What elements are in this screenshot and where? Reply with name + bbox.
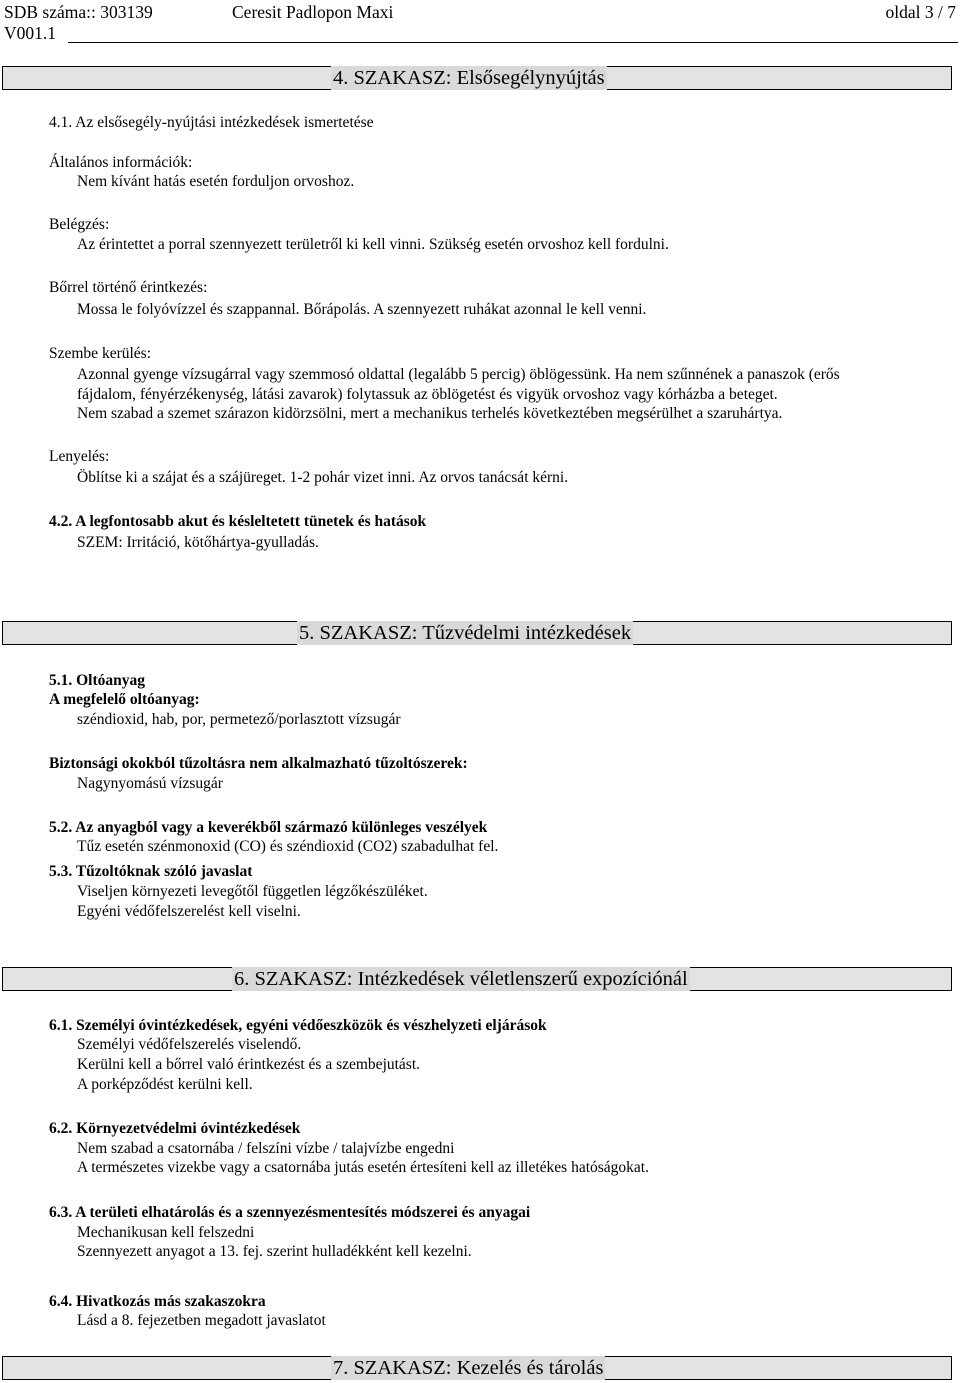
subsection-4-2-heading: 4.2. A legfontosabb akut és késleltetett tünetek és hatások: [49, 513, 427, 530]
subsection-6-3-heading: 6.3. A területi elhatárolás és a szennyezésmentesítés módszerei és anyagai: [49, 1204, 531, 1221]
subsection-5-3-heading: 5.3. Tűzoltóknak szóló javaslat: [49, 863, 253, 880]
skin-contact-text: Mossa le folyóvízzel és szappannal. Bőrápolás. A szennyezett ruhákat azonnal le kell venni.: [77, 301, 647, 318]
suitable-media-text: széndioxid, hab, por, permetező/porlasztott vízsugár: [77, 711, 401, 728]
ingestion-label: Lenyelés:: [49, 448, 110, 465]
header-rule: [68, 42, 958, 43]
ingestion-text: Öblítse ki a szájat és a szájüreget. 1-2 pohár vizet inni. Az orvos tanácsát kérni.: [77, 469, 569, 486]
eye-contact-line-1: Azonnal gyenge vízsugárral vagy szemmosó oldattal (legalább 5 percig) öblögessünk. Ha nem szűnnének a panaszok (erős: [77, 366, 840, 383]
subsection-5-1-heading: 5.1. Oltóanyag: [49, 672, 146, 689]
eye-contact-line-3: Nem szabad a szemet szárazon kidörzsölni, mert a mechanikus terhelés következtében megsérülhet a szaruhártya.: [77, 405, 783, 422]
subsection-6-4-heading: 6.4. Hivatkozás más szakaszokra: [49, 1293, 266, 1310]
unsuitable-media-label: Biztonsági okokból tűzoltásra nem alkalmazható tűzoltószerek:: [49, 755, 468, 772]
section-6-title: 6. SZAKASZ: Intézkedések véletlenszerű expozíciónál: [234, 968, 688, 990]
section-7-title: 7. SZAKASZ: Kezelés és tárolás: [333, 1357, 604, 1379]
personal-precautions-line-1: Személyi védőfelszerelés viselendő.: [77, 1036, 302, 1053]
page-number: oldal 3 / 7: [885, 2, 956, 22]
symptoms-text: SZEM: Irritáció, kötőhártya-gyulladás.: [77, 534, 319, 551]
sdb-number: SDB száma:: 303139: [4, 2, 153, 22]
version: V001.1: [4, 23, 57, 43]
personal-precautions-line-2: Kerülni kell a bőrrel való érintkezést és a szembejutást.: [77, 1056, 421, 1073]
unsuitable-media-text: Nagynyomású vízsugár: [77, 775, 223, 792]
suitable-media-label: A megfelelő oltóanyag:: [49, 691, 200, 708]
eye-contact-line-2: fájdalom, fényérzékenység, látási zavarok) folytassuk az öblögetést és vigyük orvoshoz vagy kórházba a beteget.: [77, 386, 778, 403]
subsection-5-2-heading: 5.2. Az anyagból vagy a keverékből származó különleges veszélyek: [49, 819, 488, 836]
product-name: Ceresit Padlopon Maxi: [232, 2, 394, 22]
subsection-6-1-heading: 6.1. Személyi óvintézkedések, egyéni védőeszközök és vészhelyzeti eljárások: [49, 1017, 547, 1034]
personal-precautions-line-3: A porképződést kerülni kell.: [77, 1076, 253, 1093]
skin-contact-label: Bőrrel történő érintkezés:: [49, 279, 208, 296]
general-info-text: Nem kívánt hatás esetén forduljon orvoshoz.: [77, 173, 355, 190]
cleanup-methods-line-1: Mechanikusan kell felszedni: [77, 1224, 255, 1241]
subsection-6-2-heading: 6.2. Környezetvédelmi óvintézkedések: [49, 1120, 301, 1137]
firefighter-advice-line-2: Egyéni védőfelszerelést kell viselni.: [77, 903, 301, 920]
firefighter-advice-line-1: Viseljen környezeti levegőtől független légzőkészüléket.: [77, 883, 428, 900]
general-info-label: Általános információk:: [49, 154, 193, 171]
environmental-precautions-line-2: A természetes vizekbe vagy a csatornába jutás esetén értesíteni kell az illetékes hatóságokat.: [77, 1159, 649, 1176]
cleanup-methods-line-2: Szennyezett anyagot a 13. fej. szerint hulladékként kell kezelni.: [77, 1243, 472, 1260]
eye-contact-label: Szembe kerülés:: [49, 345, 152, 362]
subsection-4-1-heading: 4.1. Az elsősegély-nyújtási intézkedések ismertetése: [49, 114, 374, 131]
inhalation-text: Az érintettet a porral szennyezett területről ki kell vinni. Szükség esetén orvoshoz kell fordulni.: [77, 236, 669, 253]
section-5-title: 5. SZAKASZ: Tűzvédelmi intézkedések: [299, 622, 632, 644]
special-hazards-text: Tűz esetén szénmonoxid (CO) és széndioxid (CO2) szabadulhat fel.: [77, 838, 499, 855]
environmental-precautions-line-1: Nem szabad a csatornába / felszíni vízbe / talajvízbe engedni: [77, 1140, 455, 1157]
reference-text: Lásd a 8. fejezetben megadott javaslatot: [77, 1312, 326, 1329]
inhalation-label: Belégzés:: [49, 216, 110, 233]
section-4-title: 4. SZAKASZ: Elsősegélynyújtás: [333, 67, 605, 89]
